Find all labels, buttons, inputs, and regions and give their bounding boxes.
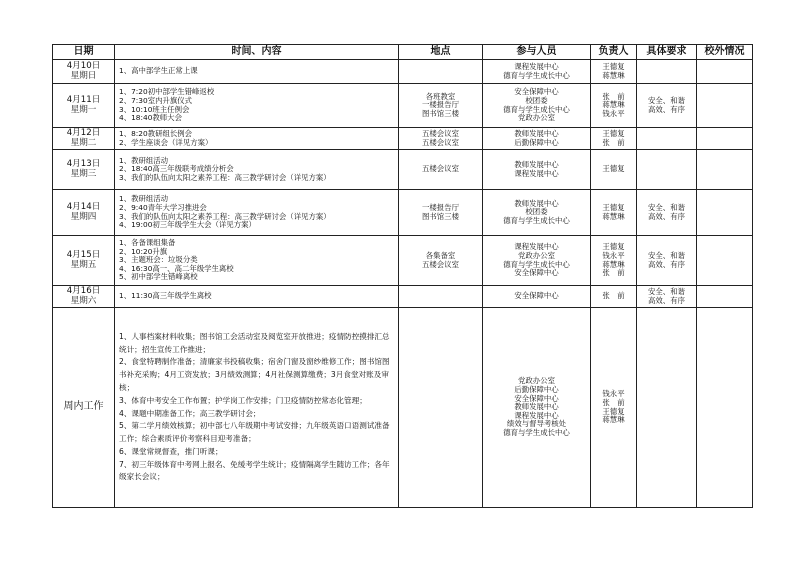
requirements-cell	[637, 60, 697, 84]
cell-line: 课程发展中心	[514, 61, 559, 71]
schedule-table	[52, 44, 753, 508]
date-cell	[53, 60, 115, 84]
cell-line: 后勤保障中心	[514, 137, 559, 147]
cell-line: 张 前	[602, 397, 625, 407]
cell-line: 德育与学生成长中心	[503, 259, 570, 269]
cell-line: 5、第二学月绩效核算；初中部七八年级期中考试安排；九年级英语口语测试准备工作；综合素质评价考察科目迎考准备；	[119, 421, 390, 444]
cell-line: 五楼会议室	[422, 128, 459, 138]
cell-line: 党政办公室	[518, 250, 555, 260]
external-cell	[697, 286, 753, 308]
cell-line: 安全保障中心	[514, 87, 559, 97]
cell-line: 安全保障中心	[514, 268, 559, 278]
cell-line: 王德复	[602, 61, 625, 71]
requirements-cell	[637, 190, 697, 236]
date-cell	[53, 286, 115, 308]
cell-line: 课程发展中心	[514, 168, 559, 178]
participants-cell	[483, 190, 591, 236]
cell-line: 五楼会议室	[422, 259, 459, 269]
cell-line: 绩效与督导考核处	[506, 419, 567, 429]
cell-line: 安全、和谐	[648, 286, 685, 296]
cell-line: 1、8:20教研组长例会	[119, 128, 193, 138]
cell-line: 张 前	[602, 91, 625, 101]
content-cell	[115, 236, 399, 286]
table-row	[53, 128, 753, 150]
date-cell	[53, 128, 115, 150]
requirements-cell	[637, 84, 697, 128]
content-cell	[115, 150, 399, 190]
table-row	[53, 84, 753, 128]
external-cell	[697, 84, 753, 128]
cell-line: 图书馆三楼	[422, 108, 459, 118]
header-responsible: 负责人	[591, 45, 637, 60]
cell-line: 教师发展中心	[514, 402, 559, 412]
cell-line: 张 前	[602, 137, 625, 147]
cell-line: 校团委	[525, 95, 548, 105]
external-cell	[697, 128, 753, 150]
cell-line: 1、11:30高三年级学生离校	[119, 291, 212, 301]
cell-line: 1、7:20初中部学生错峰返校	[119, 87, 215, 97]
cell-line: 4、16:30高一、高二年级学生离校	[119, 263, 234, 273]
cell-line: 1、各备课组集备	[119, 238, 176, 248]
date-cell	[53, 190, 115, 236]
content-cell	[115, 128, 399, 150]
location-cell	[399, 84, 483, 128]
date-cell	[53, 150, 115, 190]
cell-line: 德育与学生成长中心	[503, 427, 570, 437]
weekly-location-cell	[399, 308, 483, 508]
cell-line: 党政办公室	[518, 113, 555, 123]
table-row	[53, 60, 753, 84]
cell-line: 高效、有序	[648, 104, 685, 114]
cell-line: 安全保障中心	[514, 393, 559, 403]
cell-line: 4、课题中期准备工作；高三教学研讨会；	[119, 408, 261, 418]
cell-line: 五楼会议室	[422, 164, 459, 174]
cell-line: 1、高中部学生正常上课	[119, 66, 198, 76]
cell-line: 蒋慧琳	[602, 100, 625, 110]
date-text: 4月14日	[66, 202, 101, 212]
weekly-row	[53, 308, 753, 508]
weekly-participants-cell	[483, 308, 591, 508]
cell-line: 党政办公室	[518, 376, 555, 386]
cell-line: 德育与学生成长中心	[503, 70, 570, 80]
cell-line: 3、我们的队伍向太阳之素养工程：高三教学研讨会（详见方案）	[119, 211, 331, 221]
location-cell	[399, 190, 483, 236]
cell-line: 安全、和谐	[648, 95, 685, 105]
date-text: 4月13日	[66, 159, 101, 169]
table-row	[53, 150, 753, 190]
cell-line: 钱永平	[602, 389, 625, 399]
external-cell	[697, 150, 753, 190]
cell-line: 张 前	[602, 291, 625, 301]
header-row	[53, 45, 753, 60]
cell-line: 王德复	[602, 242, 625, 252]
weekday-text: 星期五	[70, 259, 97, 270]
content-cell	[115, 190, 399, 236]
cell-line: 五楼会议室	[422, 137, 459, 147]
participants-cell	[483, 60, 591, 84]
cell-line: 钱永平	[602, 250, 625, 260]
requirements-cell	[637, 128, 697, 150]
weekday-text: 星期二	[70, 137, 97, 148]
cell-line: 4、19:00初三年级学生大会（详见方案）	[119, 220, 256, 230]
weekly-requirements-cell	[637, 308, 697, 508]
location-cell	[399, 60, 483, 84]
table-row	[53, 190, 753, 236]
participants-cell	[483, 150, 591, 190]
cell-line: 3、10:10班主任例会	[119, 104, 190, 114]
cell-line: 安全、和谐	[648, 202, 685, 212]
responsible-cell	[591, 286, 637, 308]
header-requirements: 具体要求	[637, 45, 697, 60]
cell-line: 德育与学生成长中心	[503, 104, 570, 114]
date-text: 4月11日	[66, 95, 101, 105]
weekly-label: 周内工作	[53, 308, 115, 508]
cell-line: 各集备室	[425, 250, 456, 260]
weekday-text: 星期六	[70, 295, 97, 306]
cell-line: 高效、有序	[648, 259, 685, 269]
requirements-cell	[637, 286, 697, 308]
cell-line: 王德复	[602, 164, 625, 174]
participants-cell	[483, 128, 591, 150]
header-external: 校外情况	[697, 45, 753, 60]
location-cell	[399, 286, 483, 308]
cell-line: 王德复	[602, 128, 625, 138]
date-cell	[53, 236, 115, 286]
weekday-text: 星期四	[70, 211, 97, 222]
header-date: 日期	[53, 45, 115, 60]
external-cell	[697, 236, 753, 286]
header-participants: 参与人员	[483, 45, 591, 60]
cell-line: 王德复	[602, 202, 625, 212]
cell-line: 蒋慧琳	[602, 70, 625, 80]
cell-line: 各班教室	[425, 91, 456, 101]
cell-line: 德育与学生成长中心	[503, 215, 570, 225]
cell-line: 张 前	[602, 268, 625, 278]
requirements-cell	[637, 150, 697, 190]
cell-line: 5、初中部学生错峰离校	[119, 272, 198, 282]
external-cell	[697, 60, 753, 84]
cell-line: 高效、有序	[648, 211, 685, 221]
cell-line: 教师发展中心	[514, 159, 559, 169]
cell-line: 2、18:40高三年级联考成绩分析会	[119, 164, 234, 174]
external-cell	[697, 190, 753, 236]
cell-line: 一楼报告厅	[422, 100, 459, 110]
cell-line: 高效、有序	[648, 295, 685, 305]
responsible-cell	[591, 236, 637, 286]
responsible-cell	[591, 128, 637, 150]
cell-line: 课程发展中心	[514, 410, 559, 420]
cell-line: 王德复	[602, 406, 625, 416]
content-cell	[115, 60, 399, 84]
cell-line: 3、体育中考安全工作布置；护学岗工作安排；门卫疫情防控常态化管理；	[119, 395, 367, 405]
responsible-cell	[591, 190, 637, 236]
header-content: 时间、内容	[115, 45, 399, 60]
weekly-responsible-cell	[591, 308, 637, 508]
cell-line: 4、18:40教师大会	[119, 113, 182, 123]
participants-cell	[483, 286, 591, 308]
cell-line: 图书馆三楼	[422, 211, 459, 221]
cell-line: 一楼报告厅	[422, 202, 459, 212]
cell-line: 课程发展中心	[514, 242, 559, 252]
cell-line: 钱永平	[602, 108, 625, 118]
date-text: 4月10日	[66, 61, 101, 71]
responsible-cell	[591, 84, 637, 128]
date-text: 4月12日	[66, 128, 101, 138]
cell-line: 6、课堂常规督查，推门听课；	[119, 446, 223, 456]
cell-line: 3、我们的队伍向太阳之素养工程：高三教学研讨会（详见方案）	[119, 172, 331, 182]
cell-line: 教师发展中心	[514, 198, 559, 208]
cell-line: 蒋慧琳	[602, 259, 625, 269]
location-cell	[399, 236, 483, 286]
cell-line: 校团委	[525, 207, 548, 217]
participants-cell	[483, 236, 591, 286]
table-row	[53, 286, 753, 308]
cell-line: 1、教研组活动	[119, 155, 169, 165]
header-location: 地点	[399, 45, 483, 60]
cell-line: 安全保障中心	[514, 291, 559, 301]
weekday-text: 星期一	[70, 104, 97, 115]
content-cell	[115, 84, 399, 128]
weekday-text: 星期三	[70, 168, 97, 179]
cell-line: 2、10:20升旗	[119, 246, 168, 256]
date-cell	[53, 84, 115, 128]
date-text: 4月15日	[66, 250, 101, 260]
date-text: 4月16日	[66, 286, 101, 296]
cell-line: 后勤保障中心	[514, 385, 559, 395]
cell-line: 1、人事档案材料收集；图书馆工会活动室及阅览室开放推进；疫情防控摸排汇总统计；招生宣传工作推进；	[119, 331, 390, 354]
location-cell	[399, 150, 483, 190]
weekly-content-cell	[115, 308, 399, 508]
cell-line: 教师发展中心	[514, 128, 559, 138]
cell-line: 安全、和谐	[648, 250, 685, 260]
cell-line: 2、学生座谈会（详见方案）	[119, 137, 213, 147]
content-cell	[115, 286, 399, 308]
participants-cell	[483, 84, 591, 128]
cell-line: 2、9:40青年大学习推进会	[119, 202, 207, 212]
cell-line: 1、教研组活动	[119, 194, 169, 204]
location-cell	[399, 128, 483, 150]
cell-line: 蒋慧琳	[602, 211, 625, 221]
weekly-external-cell	[697, 308, 753, 508]
table-row	[53, 236, 753, 286]
weekday-text: 星期日	[70, 70, 97, 81]
cell-line: 3、主题班会：垃圾分类	[119, 255, 198, 265]
responsible-cell	[591, 150, 637, 190]
requirements-cell	[637, 236, 697, 286]
cell-line: 蒋慧琳	[602, 415, 625, 425]
cell-line: 2、7:30室内升旗仪式	[119, 95, 193, 105]
responsible-cell	[591, 60, 637, 84]
cell-line: 7、初三年级体育中考网上报名、免缓考学生统计；疫情隔离学生随访工作；各年级家长会议；	[119, 459, 390, 482]
cell-line: 2、食堂特聘制作准备；清廉家书投稿收集；宿舍门窗及窗纱维修工作；图书馆图书补充采购；4月工资发放；3月绩效测算；4月社保测算缴费；3月食堂对账及审核；	[119, 357, 390, 392]
